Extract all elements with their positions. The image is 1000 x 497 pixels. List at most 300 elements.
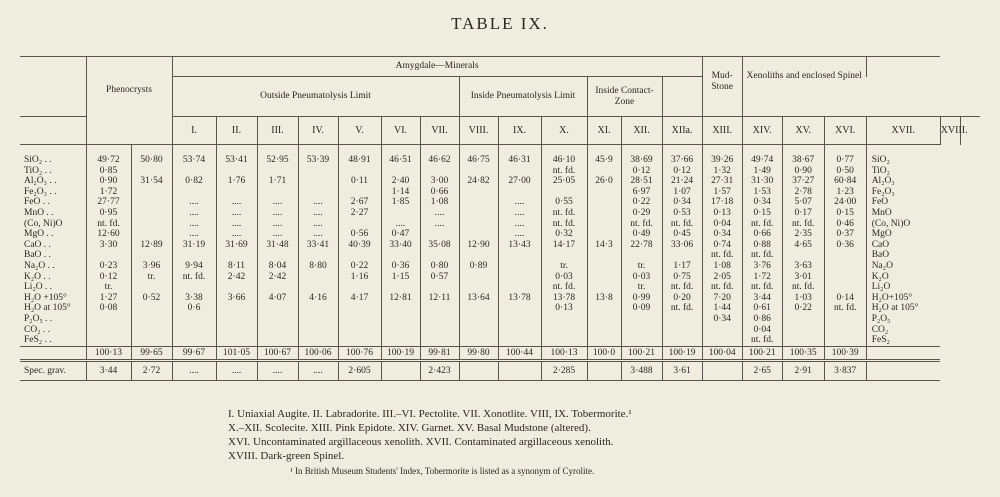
table-cell xyxy=(173,250,216,261)
spec-grav-label: Spec. grav. xyxy=(20,360,86,380)
table-cell xyxy=(421,250,459,261)
table-cell: nt. fd. xyxy=(750,218,774,229)
spec-grav-cell: 2·423 xyxy=(420,360,459,380)
table-cell xyxy=(299,166,338,177)
table-cell xyxy=(258,325,298,336)
table-cell: 0·22 xyxy=(794,303,812,314)
table-cell xyxy=(460,166,498,177)
table-cell xyxy=(499,166,541,177)
table-cell: nt. fd. xyxy=(791,218,815,229)
table-cell: 31·54 xyxy=(140,176,163,187)
row-label-right: TiO₂ xyxy=(871,165,890,176)
table-cell xyxy=(499,250,541,261)
table-cell: .... xyxy=(434,218,445,229)
table-cell: 2·27 xyxy=(350,207,369,218)
row-label: MgO . . xyxy=(24,229,54,240)
table-cell: 0·04 xyxy=(753,324,771,335)
spec-grav-cell: .... xyxy=(257,360,298,380)
column-header: IX. xyxy=(498,117,541,145)
table-cell xyxy=(460,187,498,198)
table-cell: nt. fd. xyxy=(710,250,734,261)
table-cell xyxy=(460,250,498,261)
table-cell: 0·34 xyxy=(673,197,691,208)
table-cell: 31·48 xyxy=(266,239,289,250)
row-label: H₂O +105° xyxy=(24,292,67,303)
column-header: III. xyxy=(257,117,298,145)
total-cell: 100·35 xyxy=(782,346,824,360)
table-cell: .... xyxy=(231,229,242,240)
column-header: V. xyxy=(338,117,381,145)
table-cell: 35·08 xyxy=(428,239,451,250)
table-cell: 0·20 xyxy=(673,292,691,303)
table-cell: 8·80 xyxy=(309,260,327,271)
table-cell: 6·97 xyxy=(632,186,651,197)
row-label: MnO . . xyxy=(24,207,54,218)
table-cell xyxy=(173,325,216,336)
table-cell: nt. fd. xyxy=(552,207,576,218)
table-cell xyxy=(132,197,172,208)
table-cell: 0·32 xyxy=(555,229,573,240)
table-cell xyxy=(588,250,621,261)
table-cell: 1·27 xyxy=(99,292,118,303)
table-cell: 0·66 xyxy=(430,186,449,197)
footnote-line: X.–XII. Scolecite. XIII. Pink Epidote. XIV. Garnet. XV. Basal Mudstone (altered). xyxy=(228,422,591,434)
table-cell: .... xyxy=(313,197,323,208)
table-cell xyxy=(703,325,742,336)
table-cell: 31·19 xyxy=(182,239,206,250)
total-cell: 100·67 xyxy=(257,346,298,360)
table-cell: 12·11 xyxy=(428,292,451,303)
table-cell xyxy=(542,250,587,261)
spec-grav-cell: .... xyxy=(216,360,257,380)
table-cell xyxy=(783,314,824,325)
table-cell: 0·50 xyxy=(836,165,854,176)
table-cell: 48·91 xyxy=(348,155,371,165)
table-cell: .... xyxy=(231,197,242,208)
table-cell: 3·38 xyxy=(185,292,203,303)
table-cell xyxy=(173,282,216,293)
table-cell: 25·05 xyxy=(552,176,576,187)
table-cell xyxy=(299,335,338,346)
table-cell xyxy=(783,335,824,346)
table-cell xyxy=(783,325,824,336)
table-cell: 0·95 xyxy=(99,207,118,218)
table-cell xyxy=(460,314,498,325)
total-cell: 100·21 xyxy=(621,346,662,360)
table-cell: 1·49 xyxy=(753,165,771,176)
table-cell: 1·72 xyxy=(753,271,771,282)
table-cell xyxy=(460,229,498,240)
table-cell: .... xyxy=(313,207,323,218)
row-label: Fe₂O₃ . . xyxy=(24,186,57,197)
table-cell xyxy=(132,303,172,314)
table-cell: 9·94 xyxy=(185,260,203,271)
table-cell xyxy=(460,325,498,336)
footnote-line: I. Uniaxial Augite. II. Labradorite. III.–VI. Pectolite. VII. Xonotlite. VIII, IX. Tobermorite.¹ xyxy=(228,408,632,420)
row-label: CaO . . xyxy=(24,239,51,250)
table-title: TABLE IX. xyxy=(451,14,549,33)
spec-grav-cell xyxy=(498,360,541,380)
table-cell: .... xyxy=(434,207,445,218)
table-cell: .... xyxy=(395,218,406,229)
table-cell: tr. xyxy=(637,260,646,271)
table-cell: 12·60 xyxy=(97,229,120,240)
table-cell xyxy=(382,325,420,336)
table-cell xyxy=(825,325,866,336)
table-cell: 1·57 xyxy=(713,186,731,197)
total-cell: 99·65 xyxy=(131,346,172,360)
table-cell xyxy=(132,250,172,261)
table-cell xyxy=(382,250,420,261)
table-cell xyxy=(382,166,420,177)
table-cell xyxy=(132,229,172,240)
table-cell xyxy=(499,282,541,293)
column-header: XVII. xyxy=(866,117,940,145)
spec-grav-cell: 2·65 xyxy=(742,360,782,380)
table-cell xyxy=(217,250,257,261)
table-cell: 0·89 xyxy=(469,260,488,271)
table-cell xyxy=(258,282,298,293)
table-cell: 0·23 xyxy=(99,260,118,271)
table-cell: 0·03 xyxy=(555,271,573,282)
table-cell xyxy=(421,282,459,293)
row-label-right: FeS₂ xyxy=(871,335,890,346)
table-cell xyxy=(588,219,621,230)
column-header: I. xyxy=(172,117,216,145)
table-cell: 0·17 xyxy=(794,207,812,218)
row-label-right: Li₂O xyxy=(871,282,891,293)
table-cell: 13·78 xyxy=(508,292,531,303)
table-cell xyxy=(588,282,621,293)
table-cell xyxy=(421,229,459,240)
spec-grav-cell: .... xyxy=(172,360,216,380)
table-cell xyxy=(382,208,420,219)
table-cell: 22·78 xyxy=(630,239,653,250)
table-cell: 0·12 xyxy=(673,165,691,176)
table-cell xyxy=(542,314,587,325)
table-cell xyxy=(588,208,621,219)
row-label-right: BaO xyxy=(871,250,890,261)
table-cell: 0·53 xyxy=(673,207,691,218)
table-cell: 1·53 xyxy=(753,186,771,197)
table-cell: 0·12 xyxy=(632,165,651,176)
table-cell xyxy=(825,250,866,261)
table-cell xyxy=(132,282,172,293)
table-cell: 0·11 xyxy=(350,176,369,187)
table-cell xyxy=(339,335,381,346)
row-label: (Co, Ni)O xyxy=(24,218,63,229)
column-header: VI. xyxy=(381,117,420,145)
total-cell: 99·80 xyxy=(459,346,498,360)
table-cell xyxy=(588,187,621,198)
table-cell: 0·52 xyxy=(142,292,161,303)
row-label-right: MnO xyxy=(871,207,892,218)
table-cell: 0·04 xyxy=(713,218,731,229)
table-cell xyxy=(339,303,381,314)
total-cell: 100·13 xyxy=(541,346,587,360)
table-cell: 24·00 xyxy=(834,197,857,208)
spec-grav-cell: 3·837 xyxy=(824,360,866,380)
table-cell xyxy=(258,166,298,177)
spec-grav-cell: 2·605 xyxy=(338,360,381,380)
table-cell: 0·03 xyxy=(632,271,651,282)
row-label-right: CO₂ xyxy=(871,324,889,335)
table-cell: 0·61 xyxy=(753,303,771,314)
table-cell: .... xyxy=(272,197,283,208)
table-cell xyxy=(825,272,866,283)
row-label: FeS₂ . . xyxy=(24,335,52,346)
table-cell: 1·16 xyxy=(350,271,369,282)
table-cell xyxy=(460,197,498,208)
total-cell: 100·13 xyxy=(86,346,131,360)
table-cell: 3·96 xyxy=(142,260,161,271)
table-cell: 0·09 xyxy=(632,303,651,314)
table-cell: 0·47 xyxy=(391,229,410,240)
table-cell: nt. fd. xyxy=(670,218,694,229)
table-cell xyxy=(217,166,257,177)
table-cell: 3·76 xyxy=(753,260,771,271)
table-cell: 0·13 xyxy=(713,207,731,218)
table-cell xyxy=(825,335,866,346)
table-cell: nt. fd. xyxy=(182,271,206,282)
table-cell: 13·8 xyxy=(595,292,613,303)
table-cell: 0·90 xyxy=(794,165,812,176)
table-cell xyxy=(663,314,702,325)
spec-grav-cell: 3·44 xyxy=(86,360,131,380)
table-cell: 0·77 xyxy=(836,155,854,165)
table-cell: 12·81 xyxy=(389,292,412,303)
table-cell xyxy=(299,282,338,293)
table-cell xyxy=(460,208,498,219)
row-label: Al₂O₃ . . xyxy=(24,176,57,187)
table-cell: 1·15 xyxy=(391,271,410,282)
table-cell: nt. fd. xyxy=(791,282,815,293)
table-cell: .... xyxy=(514,229,525,240)
table-cell: 1·08 xyxy=(713,260,731,271)
row-label-right: (Co, Ni)O xyxy=(871,218,911,229)
table-cell: 1·71 xyxy=(268,176,287,187)
table-cell: 0·45 xyxy=(673,229,691,240)
table-cell xyxy=(663,325,702,336)
table-cell: 12·90 xyxy=(467,239,490,250)
table-cell: 0·56 xyxy=(350,229,369,240)
table-cell: .... xyxy=(313,229,323,240)
column-header: X. xyxy=(541,117,587,145)
table-cell: 0·66 xyxy=(753,229,771,240)
table-cell xyxy=(299,272,338,283)
row-label: SiO₂ . . xyxy=(24,155,52,165)
spec-grav-cell xyxy=(381,360,420,380)
table-cell: 1·23 xyxy=(836,186,854,197)
table-cell: 1·17 xyxy=(673,260,691,271)
table-cell xyxy=(542,187,587,198)
table-cell: 3·00 xyxy=(430,176,449,187)
table-cell: 3·66 xyxy=(227,292,246,303)
table-cell xyxy=(339,166,381,177)
column-header: VIII. xyxy=(459,117,498,145)
row-label-right: Al₂O₃ xyxy=(871,176,895,187)
table-cell xyxy=(132,335,172,346)
table-cell: 8·11 xyxy=(227,260,246,271)
group-amygdale: Amygdale—Minerals xyxy=(172,57,702,77)
spec-grav-cell: 3·61 xyxy=(662,360,702,380)
table-cell: nt. fd. xyxy=(670,282,694,293)
table-cell xyxy=(703,335,742,346)
table-cell: 27·00 xyxy=(508,176,531,187)
table-cell xyxy=(132,208,172,219)
table-cell: tr. xyxy=(560,260,568,271)
table-cell: 2·40 xyxy=(391,176,410,187)
table-cell xyxy=(217,335,257,346)
table-cell: tr. xyxy=(637,282,646,293)
table-cell: .... xyxy=(189,218,199,229)
table-cell xyxy=(622,325,662,336)
row-label-right: FeO xyxy=(871,197,889,208)
table-cell: .... xyxy=(313,218,323,229)
table-cell xyxy=(460,303,498,314)
table-cell: 2·35 xyxy=(794,229,812,240)
total-cell: 100·04 xyxy=(702,346,742,360)
table-cell xyxy=(588,335,621,346)
spec-grav-cell: .... xyxy=(298,360,338,380)
total-cell: 100·76 xyxy=(338,346,381,360)
table-cell xyxy=(421,166,459,177)
column-header: XIIa. xyxy=(662,117,702,145)
table-cell xyxy=(339,282,381,293)
table-cell: 0·99 xyxy=(632,292,651,303)
table-cell xyxy=(588,229,621,240)
table-cell xyxy=(299,325,338,336)
table-cell: 0·34 xyxy=(713,229,731,240)
spec-grav-cell xyxy=(459,360,498,380)
table-cell: 39·26 xyxy=(711,155,734,165)
total-cell: 100·19 xyxy=(662,346,702,360)
spec-grav-cell: 2·91 xyxy=(782,360,824,380)
row-label-right: CaO xyxy=(871,239,890,250)
table-cell: .... xyxy=(189,229,199,240)
table-cell: 0·34 xyxy=(753,197,771,208)
table-cell: 46·75 xyxy=(467,155,490,165)
row-label-right: K₂O xyxy=(871,271,889,282)
table-cell xyxy=(299,187,338,198)
table-cell: 0·55 xyxy=(555,197,573,208)
table-cell: 0·22 xyxy=(632,197,651,208)
table-cell xyxy=(382,335,420,346)
table-cell xyxy=(258,335,298,346)
table-cell: 0·36 xyxy=(836,239,854,250)
table-cell xyxy=(299,303,338,314)
table-cell xyxy=(421,303,459,314)
table-cell xyxy=(299,176,338,187)
total-cell: 101·05 xyxy=(216,346,257,360)
total-cell: 100·19 xyxy=(381,346,420,360)
table-cell xyxy=(258,303,298,314)
row-label: BaO . . xyxy=(24,250,51,261)
total-cell: 100·39 xyxy=(824,346,866,360)
table-cell xyxy=(588,303,621,314)
column-header: XIII. xyxy=(702,117,742,145)
group-inside-pneumatolysis: Inside Pneumatolysis Limit xyxy=(459,77,587,117)
column-header: XVI. xyxy=(824,117,866,145)
table-cell xyxy=(460,272,498,283)
table-cell: tr. xyxy=(147,271,156,282)
table-cell: tr. xyxy=(104,282,113,293)
table-cell: 0·75 xyxy=(673,271,691,282)
table-cell: .... xyxy=(189,207,199,218)
table-cell: 0·13 xyxy=(555,303,573,314)
table-cell: nt. fd. xyxy=(97,218,120,229)
table-cell: .... xyxy=(514,207,525,218)
table-cell xyxy=(217,187,257,198)
table-cell: 46·62 xyxy=(428,155,451,165)
table-cell: 31·69 xyxy=(225,239,248,250)
table-cell xyxy=(87,325,131,336)
table-cell: 2·78 xyxy=(794,186,812,197)
table-cell: 2·42 xyxy=(268,271,287,282)
table-cell: 8·04 xyxy=(268,260,287,271)
table-cell: 27·77 xyxy=(97,197,120,208)
table-cell: 13·78 xyxy=(552,292,576,303)
table-cell: 37·27 xyxy=(792,176,815,187)
table-cell xyxy=(542,325,587,336)
table-cell xyxy=(87,314,131,325)
table-cell xyxy=(825,282,866,293)
table-cell: .... xyxy=(272,207,283,218)
table-cell: 1·85 xyxy=(391,197,410,208)
table-cell: .... xyxy=(231,218,242,229)
table-cell: nt. fd. xyxy=(750,250,774,261)
table-cell: 37·66 xyxy=(671,155,694,165)
table-cell: 24·82 xyxy=(467,176,490,187)
table-cell: 0·90 xyxy=(99,176,118,187)
column-header: VII. xyxy=(420,117,459,145)
table-cell xyxy=(588,272,621,283)
table-cell: 0·85 xyxy=(99,165,118,176)
row-label: Li₂O . . xyxy=(24,282,53,293)
table-cell xyxy=(499,261,541,272)
table-cell: 0·46 xyxy=(836,218,854,229)
row-label: P₂O₅ . . xyxy=(24,313,53,324)
table-cell: 50·80 xyxy=(140,155,163,165)
table-cell: 1·14 xyxy=(391,186,410,197)
table-cell: 1·07 xyxy=(673,186,691,197)
table-cell xyxy=(421,335,459,346)
table-cell xyxy=(173,166,216,177)
column-header: XVIII. xyxy=(940,117,960,145)
table-cell: 13·64 xyxy=(467,292,490,303)
table-cell xyxy=(499,303,541,314)
table-cell xyxy=(421,314,459,325)
total-cell: 99·67 xyxy=(172,346,216,360)
table-cell xyxy=(173,335,216,346)
footnote-line: XVIII. Dark-green Spinel. xyxy=(228,450,345,462)
table-cell: 0·08 xyxy=(99,303,118,314)
row-label-right: Fe₂O₃ xyxy=(871,186,895,197)
table-cell xyxy=(382,282,420,293)
table-cell: 0·57 xyxy=(430,271,449,282)
table-cell xyxy=(588,314,621,325)
table-cell: 27·31 xyxy=(711,176,734,187)
table-cell xyxy=(588,325,621,336)
table-cell: 3·44 xyxy=(753,292,771,303)
table-cell: nt. fd. xyxy=(710,282,734,293)
table-cell: 28·51 xyxy=(630,176,653,187)
table-cell: 33·06 xyxy=(671,239,694,250)
table-cell: 0·14 xyxy=(836,292,854,303)
table-cell: 46·31 xyxy=(508,155,531,165)
table-cell: 1·03 xyxy=(794,292,812,303)
column-header: II. xyxy=(216,117,257,145)
